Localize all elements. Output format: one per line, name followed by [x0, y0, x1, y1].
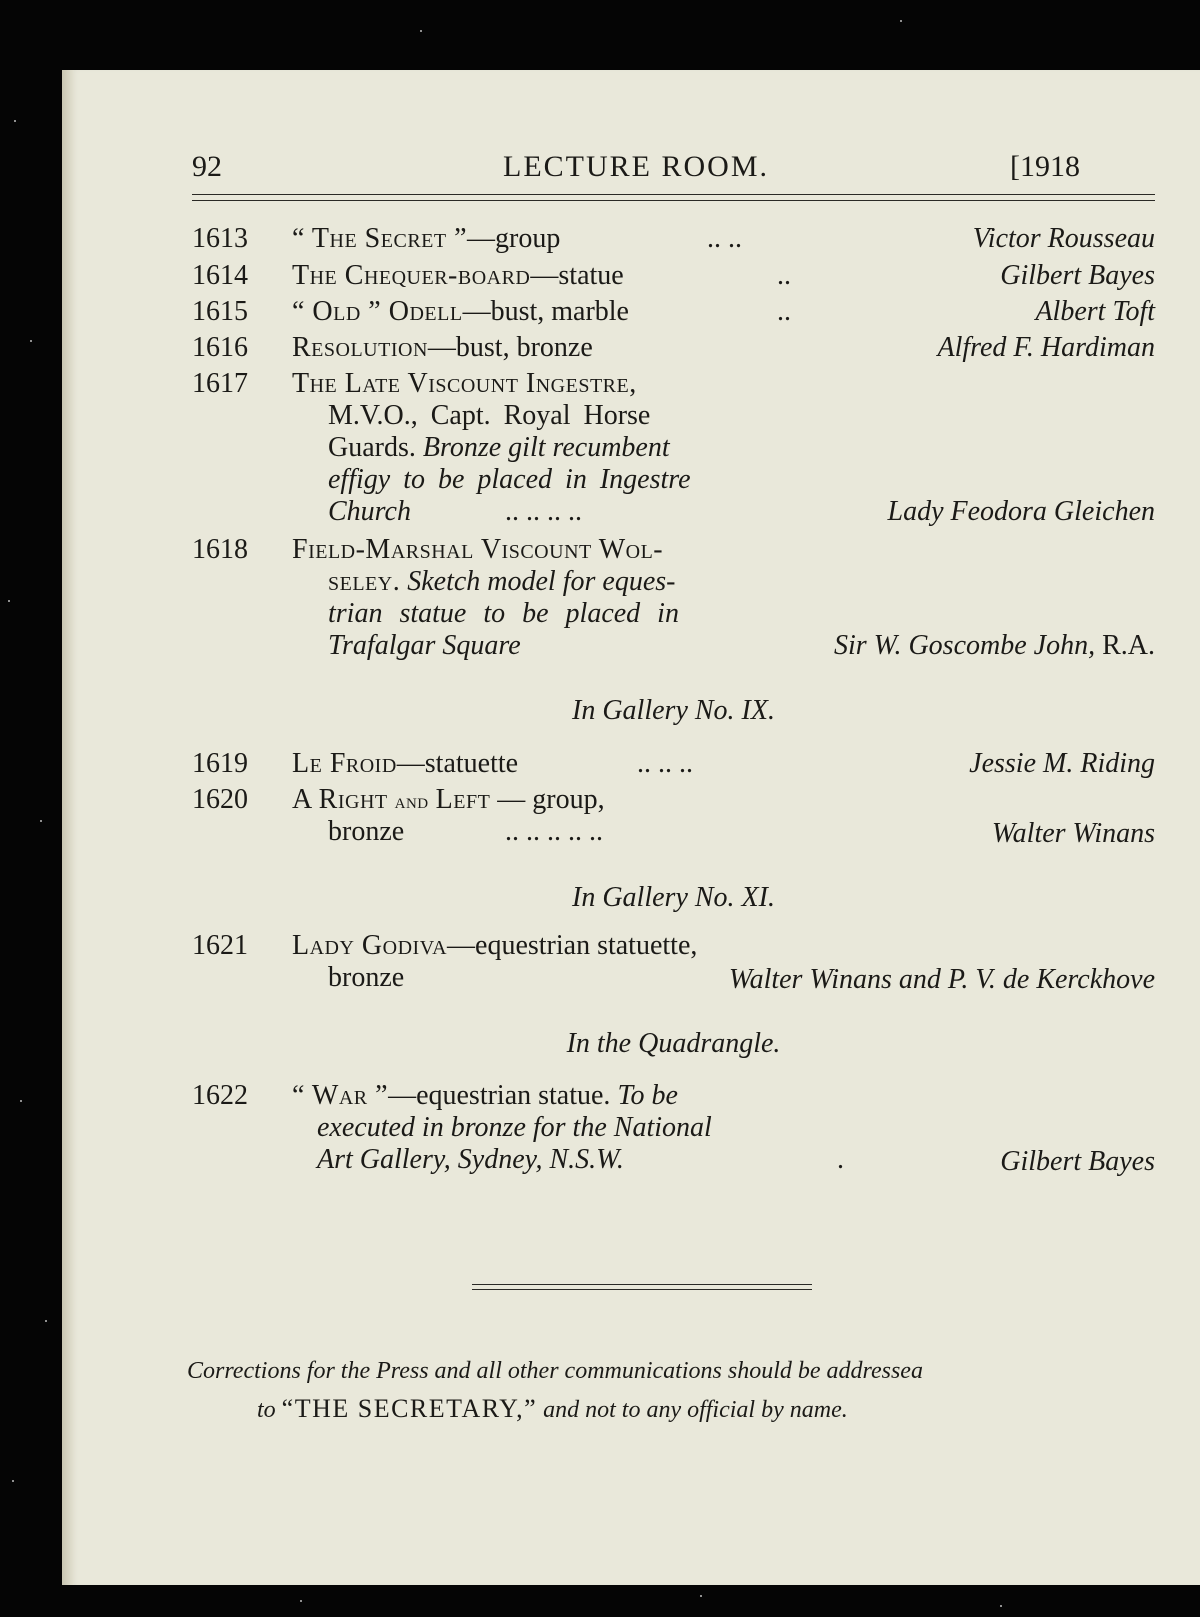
entry-title-text: A Right	[292, 784, 388, 815]
entry-desc-text: Guards.	[328, 432, 416, 463]
entry-artist-name: Sir W. Goscombe John,	[834, 630, 1096, 661]
entry-desc-italic: Trafalgar Square	[328, 630, 521, 661]
entry-number: 1621	[192, 930, 248, 961]
entry-artist: Alfred F. Hardiman	[937, 332, 1155, 363]
entry-desc	[328, 566, 675, 598]
entry-number: 1616	[192, 332, 248, 363]
entry-desc: —group	[467, 223, 561, 254]
section-heading: In the Quadrangle.	[566, 1028, 781, 1059]
entry-title	[292, 332, 593, 364]
closing-rule-top	[472, 1284, 812, 1285]
entry-leader: ..	[777, 260, 791, 291]
entry-desc	[328, 432, 670, 464]
section-heading: In Gallery No. IX.	[572, 695, 775, 726]
entry-title-text: seley.	[328, 566, 401, 597]
footer-secretary: “THE SECRETARY,”	[281, 1394, 538, 1423]
page-title: LECTURE ROOM.	[503, 150, 769, 183]
entry-artist-suffix: R.A.	[1102, 630, 1155, 661]
entry-title	[292, 930, 697, 962]
page-number: 92	[192, 150, 222, 183]
entry-title-text: “ War ”	[292, 1080, 389, 1111]
footer-rest: and not to any official by name.	[543, 1397, 848, 1423]
footer-to: to	[257, 1397, 276, 1423]
entry-number: 1615	[192, 296, 248, 327]
entry-title-text: Left	[435, 784, 491, 815]
entry-desc: M.V.O., Capt. Royal Horse	[328, 400, 651, 431]
entry-number: 1619	[192, 748, 248, 779]
entry-desc-italic: trian statue to be placed in	[328, 598, 679, 629]
entry-desc: —statuette	[396, 748, 519, 779]
entry-desc: —equestrian statue.	[388, 1080, 611, 1111]
entry-artist: Walter Winans	[991, 818, 1155, 849]
entry-desc-italic: Bronze gilt recumbent	[422, 432, 670, 463]
entry-title-text: “ Old ” Odell	[292, 296, 463, 327]
entry-number: 1622	[192, 1080, 248, 1111]
entry-title	[292, 784, 605, 817]
entry-desc: —bust, bronze	[427, 332, 593, 363]
entry-desc: bronze	[328, 816, 405, 847]
entry-title-text: “ The Secret ”	[292, 223, 468, 254]
header-year: [1918	[1010, 150, 1080, 183]
entry-number: 1618	[192, 534, 248, 565]
header-rule-top	[192, 194, 1155, 195]
entry-title-text: and	[394, 788, 429, 813]
entry-desc-italic: To be	[617, 1080, 678, 1111]
closing-rule-bottom	[472, 1289, 812, 1290]
running-header	[192, 150, 1080, 194]
entry-desc-italic: effigy to be placed in Ingestre	[328, 464, 691, 495]
entry-title	[292, 223, 560, 255]
entry-desc: —equestrian statuette,	[447, 930, 698, 961]
footer-line-2	[257, 1393, 848, 1426]
entry-leader: ..	[777, 296, 791, 327]
entry-desc-italic: executed in bronze for the National	[317, 1112, 712, 1143]
entry-title-text: Le Froid	[292, 748, 397, 779]
entry-desc-italic: Church	[328, 496, 411, 527]
book-page	[62, 70, 1200, 1585]
entry-title	[292, 260, 624, 292]
entry-desc-italic: Art Gallery, Sydney, N.S.W.	[317, 1144, 624, 1175]
entry-leader: .. ..	[707, 223, 742, 254]
entry-artist: Jessie M. Riding	[969, 748, 1155, 779]
entry-desc: bronze	[328, 962, 405, 993]
entry-artist: Victor Rousseau	[972, 223, 1155, 254]
section-heading: In Gallery No. XI.	[572, 882, 775, 913]
header-rule-bottom	[192, 200, 1155, 201]
entry-leader: .. .. .. .. ..	[505, 816, 603, 847]
entry-title-text: Lady Godiva	[292, 930, 448, 961]
entry-leader: .	[837, 1144, 844, 1175]
entry-title-text: Resolution	[292, 332, 428, 363]
entry-number: 1614	[192, 260, 248, 291]
footer-line-1: Corrections for the Press and all other communications should be addressea	[187, 1358, 923, 1384]
entry-number: 1620	[192, 784, 248, 815]
entry-artist: Walter Winans and P. V. de Kerckhove	[728, 964, 1155, 995]
entry-number: 1617	[192, 368, 248, 399]
entry-title	[292, 296, 629, 328]
entry-title	[292, 748, 518, 780]
entry-desc: — group,	[490, 784, 605, 815]
entry-desc-italic: Sketch model for eques-	[407, 566, 676, 597]
entry-number: 1613	[192, 223, 248, 254]
entry-artist: Gilbert Bayes	[1000, 260, 1155, 291]
entry-title	[292, 1080, 678, 1112]
entry-desc: —bust, marble	[462, 296, 629, 327]
entry-title-text: The Chequer-board	[292, 260, 531, 291]
entry-desc: —statue	[530, 260, 624, 291]
entry-title-text: The Late Viscount Ingestre,	[292, 368, 637, 399]
entry-artist: Gilbert Bayes	[1000, 1146, 1155, 1177]
entry-leader: .. .. ..	[637, 748, 693, 779]
entry-title-text: Field-Marshal Viscount Wol-	[292, 534, 664, 565]
entry-artist	[834, 630, 1155, 662]
entry-leader: .. .. .. ..	[505, 496, 582, 527]
entry-artist: Lady Feodora Gleichen	[887, 496, 1155, 527]
entry-artist: Albert Toft	[1035, 296, 1155, 327]
